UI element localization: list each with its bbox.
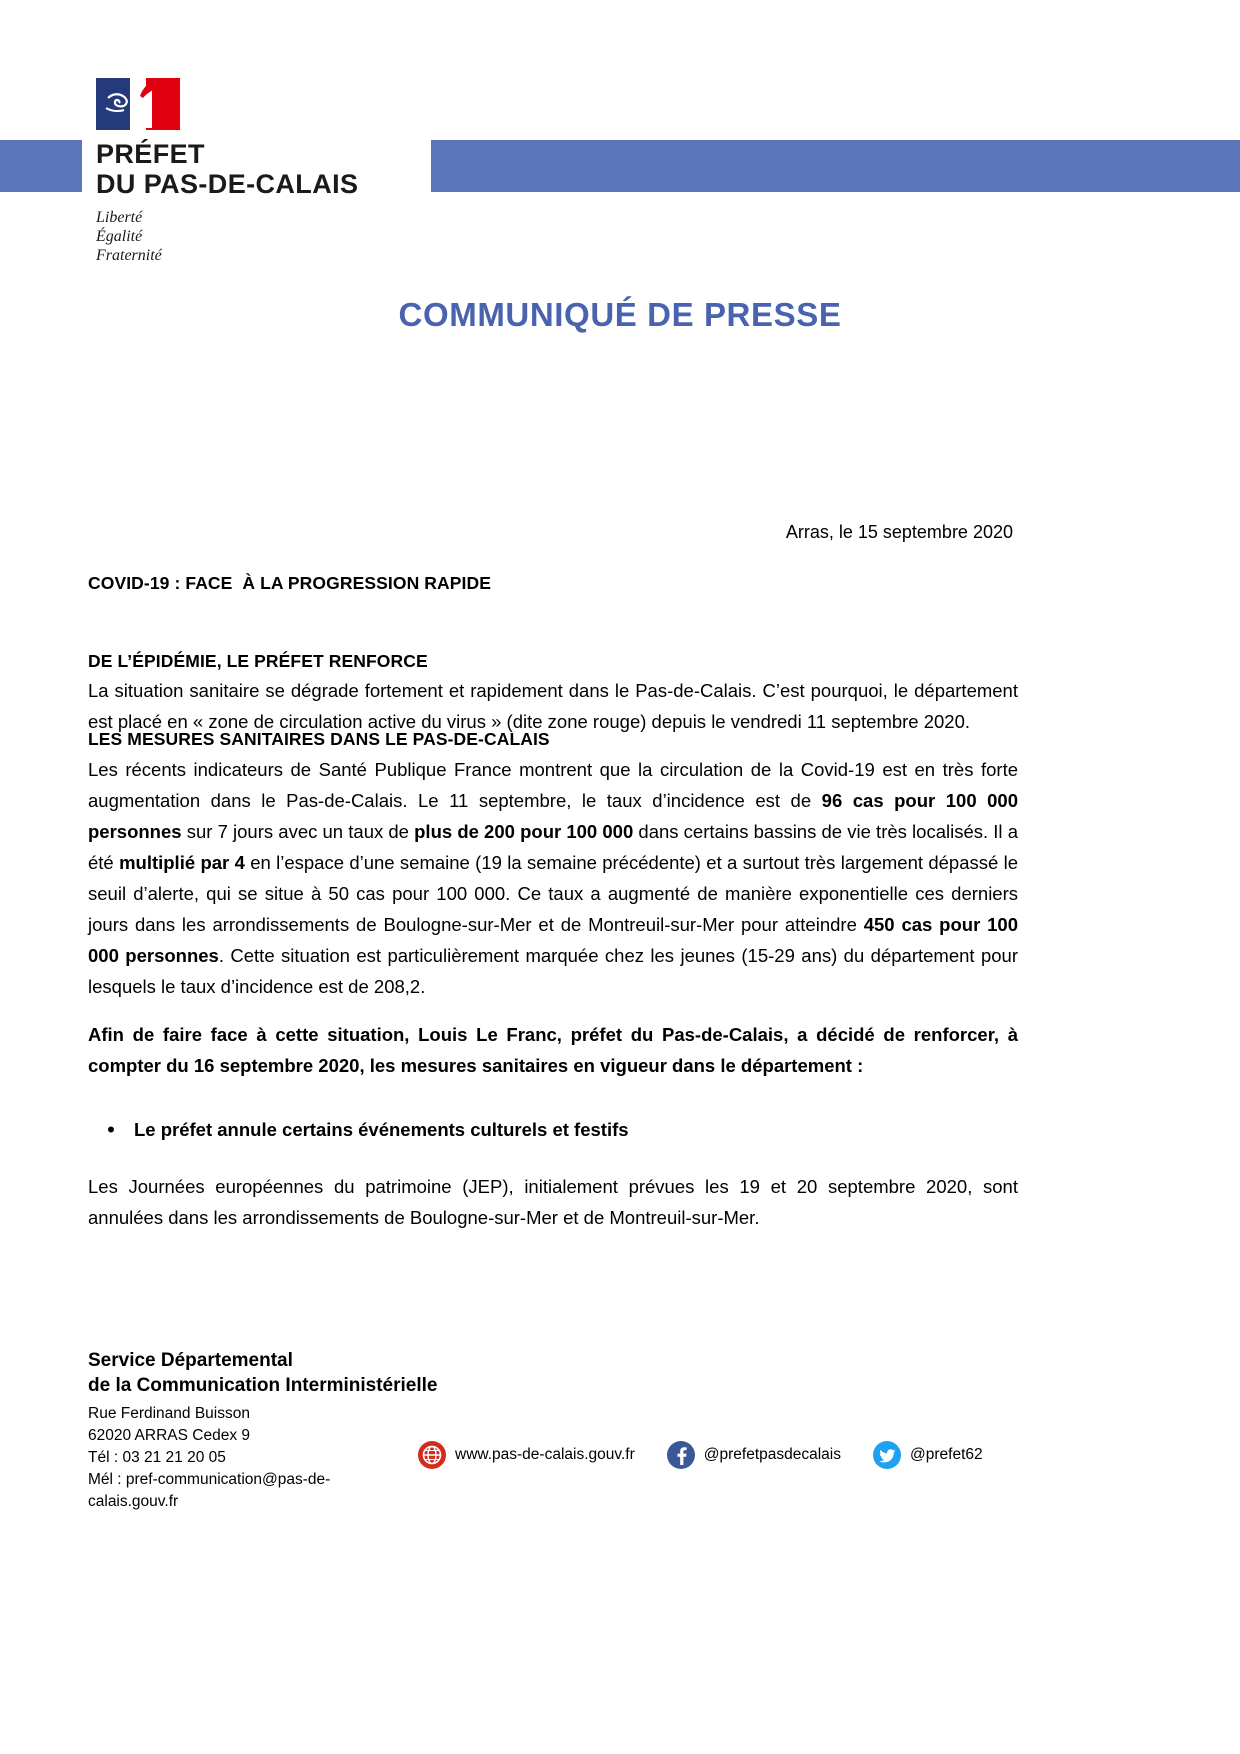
- twitter-icon-glyph: [878, 1446, 897, 1465]
- page-header: [0, 0, 1240, 270]
- motto-fraternite: Fraternité: [96, 247, 162, 264]
- measures-intro-text: Afin de faire face à cette situation, Louis Le Franc, préfet du Pas-de-Calais, a décidé de renforcer, à compter du 16 septembre 2020, les mesures sanitaires en vigueur dans le département :: [88, 1024, 1018, 1076]
- website-link[interactable]: [418, 1441, 635, 1469]
- header-band-right: [431, 140, 1240, 192]
- footer-service-name: [88, 1348, 1088, 1398]
- footer-email: Mél : pref-communication@pas-de-calais.gouv.fr: [88, 1471, 331, 1510]
- prefecture-name-line2: DU PAS-DE-CALAIS: [96, 169, 359, 199]
- indicators-text-5: . Cette situation est particulièrement marquée chez les jeunes (15-29 ans) du département pour lesquels le taux d’incidence est de 208,2.: [88, 945, 1018, 997]
- paragraph-situation: [88, 675, 1018, 737]
- header-band-left: [0, 140, 82, 192]
- indicators-text-2: sur 7 jours avec un taux de: [181, 821, 415, 842]
- twitter-icon: [873, 1441, 901, 1469]
- prefecture-name: [96, 139, 431, 199]
- globe-icon: [418, 1441, 446, 1469]
- footer-city: 62020 ARRAS Cedex 9: [88, 1427, 250, 1444]
- footer-service-line1: Service Départemental: [88, 1350, 293, 1371]
- footer-service-line2: de la Communication Interministérielle: [88, 1375, 438, 1396]
- bullet-point-icon: •: [107, 1117, 115, 1142]
- prefecture-name-line1: PRÉFET: [96, 139, 205, 169]
- website-url: www.pas-de-calais.gouv.fr: [455, 1446, 635, 1463]
- dateline: Arras, le 15 septembre 2020: [785, 522, 1013, 542]
- globe-icon-glyph: [422, 1445, 442, 1465]
- page-footer: [88, 1348, 1088, 1513]
- indicators-text-3: dans certains bassins de vie très localisés. Il a été: [88, 821, 1018, 873]
- multiplier-value: multiplié par 4: [119, 852, 245, 873]
- footer-street: Rue Ferdinand Buisson: [88, 1405, 250, 1422]
- footer-body: [88, 1403, 1088, 1513]
- jep-text: Les Journées européennes du patrimoine (JEP), initialement prévues les 19 et 20 septembre 2020, sont annulées dans les arrondissements de Boulogne-sur-Mer et de Montreuil-sur-Mer.: [88, 1176, 1018, 1228]
- twitter-handle: @prefet62: [910, 1446, 983, 1463]
- republic-motto: [96, 208, 431, 265]
- measure-cancel-events-label: Le préfet annule certains événements culturels et festifs: [134, 1119, 629, 1140]
- marianne-profile-icon: [96, 78, 180, 130]
- headline-line3: LES MESURES SANITAIRES DANS LE PAS-DE-CALAIS: [88, 729, 550, 749]
- indicators-text-1: Les récents indicateurs de Santé Publique France montrent que la circulation de la Covid-19 est en très forte augmentation dans le Pas-de-Calais. Le 11 septembre, le taux d’incidence est de: [88, 759, 1018, 811]
- motto-egalite: Égalité: [96, 228, 143, 245]
- facebook-link[interactable]: [667, 1441, 841, 1469]
- document-body: [88, 675, 1018, 1250]
- facebook-handle: @prefetpasdecalais: [703, 1446, 841, 1463]
- paragraph-situation-text: La situation sanitaire se dégrade fortement et rapidement dans le Pas-de-Calais. C’est pourquoi, le département est placé en « zone de circulation active du virus » (dite zone rouge) depuis le vendredi 11 septembre 2020.: [88, 680, 1018, 732]
- paragraph-indicators: [88, 754, 1018, 1002]
- headline-line1: COVID-19 : FACE À LA PROGRESSION RAPIDE: [88, 573, 491, 593]
- footer-contact-block: [88, 1403, 418, 1513]
- motto-liberte: Liberté: [96, 209, 143, 226]
- indicators-text-4: en l’espace d’une semaine (19 la semaine précédente) et a surtout très largement dépassé le seuil d’alerte, qui se situe à 50 cas pour 100 000. Ce taux a augmenté de manière exponentielle ces derniers jours dans les arrondissements de Boulogne-sur-Mer et de Montreuil-sur-Mer pour atteindre: [88, 852, 1019, 935]
- headline-line2: DE L’ÉPIDÉMIE, LE PRÉFET RENFORCE: [88, 651, 428, 671]
- facebook-icon: [667, 1441, 695, 1469]
- footer-phone: Tél : 03 21 21 20 05: [88, 1449, 226, 1466]
- local-rate-value: plus de 200 pour 100 000: [414, 821, 634, 842]
- peak-rate-value: 450 cas pour 100 000 personnes: [88, 914, 1018, 966]
- facebook-icon-glyph: [671, 1445, 691, 1465]
- twitter-link[interactable]: [873, 1441, 983, 1469]
- footer-social-links: [418, 1403, 983, 1469]
- marianne-emblem-icon: [96, 78, 180, 130]
- incidence-rate-value: 96 cas pour 100 000 personnes: [88, 790, 1018, 842]
- list-item: [88, 1115, 1018, 1145]
- prefecture-logo-block: [82, 60, 431, 265]
- page-title: COMMUNIQUÉ DE PRESSE: [398, 296, 842, 333]
- paragraph-jep: [88, 1171, 1018, 1233]
- paragraph-measures-intro: [88, 1019, 1018, 1081]
